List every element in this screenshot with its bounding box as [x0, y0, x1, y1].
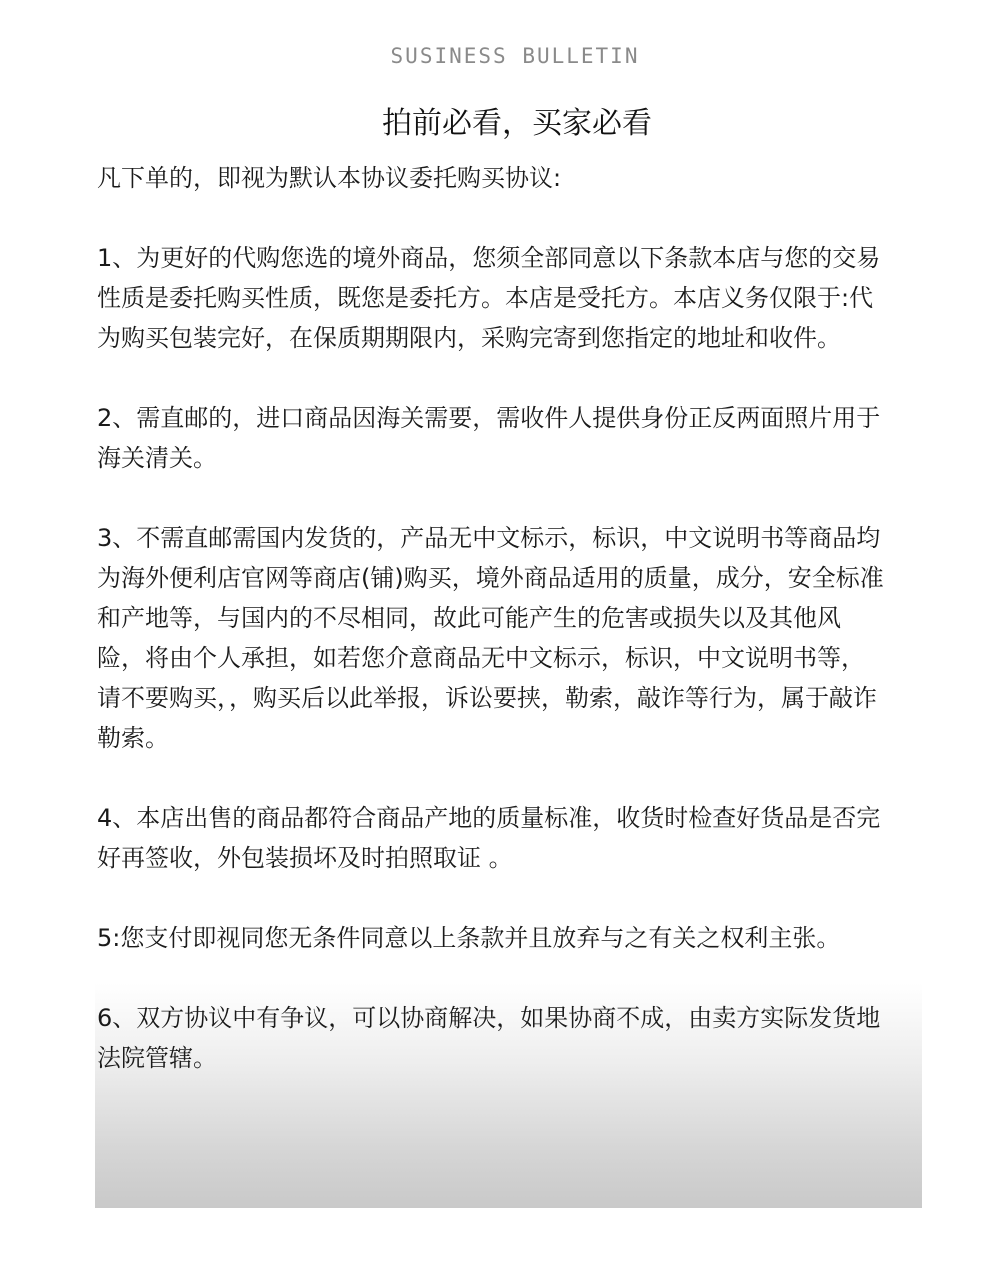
- clause-6: 6、双方协议中有争议，可以协商解决，如果协商不成，由卖方实际发货地法院管辖。: [97, 1004, 881, 1072]
- agreement-intro: 凡下单的，即视为默认本协议委托购买协议:: [97, 164, 562, 192]
- clause-5: 5:您支付即视同您无条件同意以上条款并且放弃与之有关之权利主张。: [97, 924, 841, 952]
- agreement-body: [97, 158, 887, 1118]
- clause-4: 4、本店出售的商品都符合商品产地的质量标准，收货时检查好货品是否完好再签收，外包装损坏及时拍照取证 。: [97, 804, 881, 872]
- clause-1: 1、为更好的代购您选的境外商品，您须全部同意以下条款本店与您的交易性质是委托购买性质，既您是委托方。本店是受托方。本店义务仅限于:代为购买包装完好，在保质期期限内，采购完寄到您指定的地址和收件。: [97, 244, 881, 352]
- page-title: 拍前必看，买家必看: [382, 106, 652, 141]
- clause-2: 2、需直邮的，进口商品因海关需要，需收件人提供身份正反两面照片用于海关清关。: [97, 404, 881, 472]
- clause-3: 3、不需直邮需国内发货的，产品无中文标示，标识，中文说明书等商品均为海外便利店官网等商店(铺)购买，境外商品适用的质量，成分，安全标准和产地等，与国内的不尽相同，故此可能产生的危害或损失以及其他风险，将由个人承担，如若您介意商品无中文标示，标识，中文说明书等，请不要购买，，购买后以此举报，诉讼要挟，勒索，敲诈等行为，属于敲诈勒索。: [97, 524, 884, 752]
- bulletin-header: SUSINESS BULLETIN: [390, 44, 640, 68]
